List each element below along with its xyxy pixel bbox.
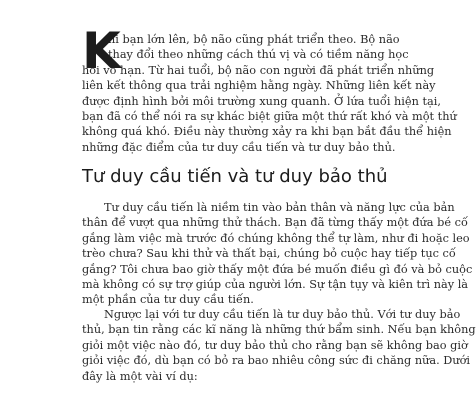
paragraph-line: giỏi một việc nào đó, tư duy bảo thủ cho rằng bạn sẽ không bao giờ: [82, 338, 468, 352]
intro-paragraph: [82, 22, 457, 155]
intro-line: không quá khó. Điều này thường xảy ra khi bạn bắt đầu thể hiện: [82, 125, 452, 139]
paragraph-line: mà không có sự trợ giúp của người lớn. Sự tận tụy và kiên trì này là: [82, 278, 469, 292]
intro-line: liên kết thông qua trải nghiệm hằng ngày. Những liên kết này: [82, 79, 436, 93]
paragraph-line: gắng làm việc mà trước đó chúng không thể tự làm, như đi hoặc leo: [82, 231, 470, 245]
intro-line: hi bạn lớn lên, bộ não cũng phát triển theo. Bộ não: [108, 33, 400, 46]
intro-line: được định hình bởi môi trường xung quanh. Ở lứa tuổi hiện tại,: [82, 94, 441, 108]
paragraph-line: giỏi việc đó, dù bạn có bỏ ra bao nhiêu công sức đi chăng nữa. Dưới: [82, 354, 471, 368]
paragraph-line: Tư duy cầu tiến là niềm tin vào bản thân và năng lực của bản: [104, 201, 455, 214]
intro-line: thay đổi theo những cách thú vị và có tiềm năng học: [108, 48, 409, 62]
paragraph-line: gắng? Tôi chưa bao giờ thấy một đứa bé muốn điều gì đó và bỏ cuộc: [82, 262, 473, 276]
paragraph-line: một phần của tư duy cầu tiến.: [82, 293, 254, 307]
paragraph-line: trèo chưa? Sau khi thử và thất bại, chúng bỏ cuộc hay tiếp tục cố: [82, 247, 456, 261]
paragraph-line: thủ, bạn tin rằng các kĩ năng là những thứ bẩm sinh. Nếu bạn không: [82, 323, 476, 337]
drop-cap-letter: K: [82, 22, 121, 80]
growth-mindset-paragraph: [82, 200, 473, 308]
paragraph-line: đây là một vài ví dụ:: [82, 369, 198, 383]
intro-line: những đặc điểm của tư duy cầu tiến và tư duy bảo thủ.: [82, 140, 396, 154]
paragraph-line: thân để vượt qua những thử thách. Bạn đã từng thấy một đứa bé cố: [82, 216, 468, 230]
intro-line: hỏi vô hạn. Từ hai tuổi, bộ não con người đã phát triển những: [82, 63, 435, 77]
paragraph-line: Ngược lại với tư duy cầu tiến là tư duy bảo thủ. Với tư duy bảo: [104, 308, 461, 321]
fixed-mindset-paragraph: [82, 307, 476, 384]
intro-line: bạn đã có thể nói ra sự khác biệt giữa một thứ rất khó và một thứ: [82, 110, 457, 124]
section-heading: Tư duy cầu tiến và tư duy bảo thủ: [82, 166, 388, 187]
